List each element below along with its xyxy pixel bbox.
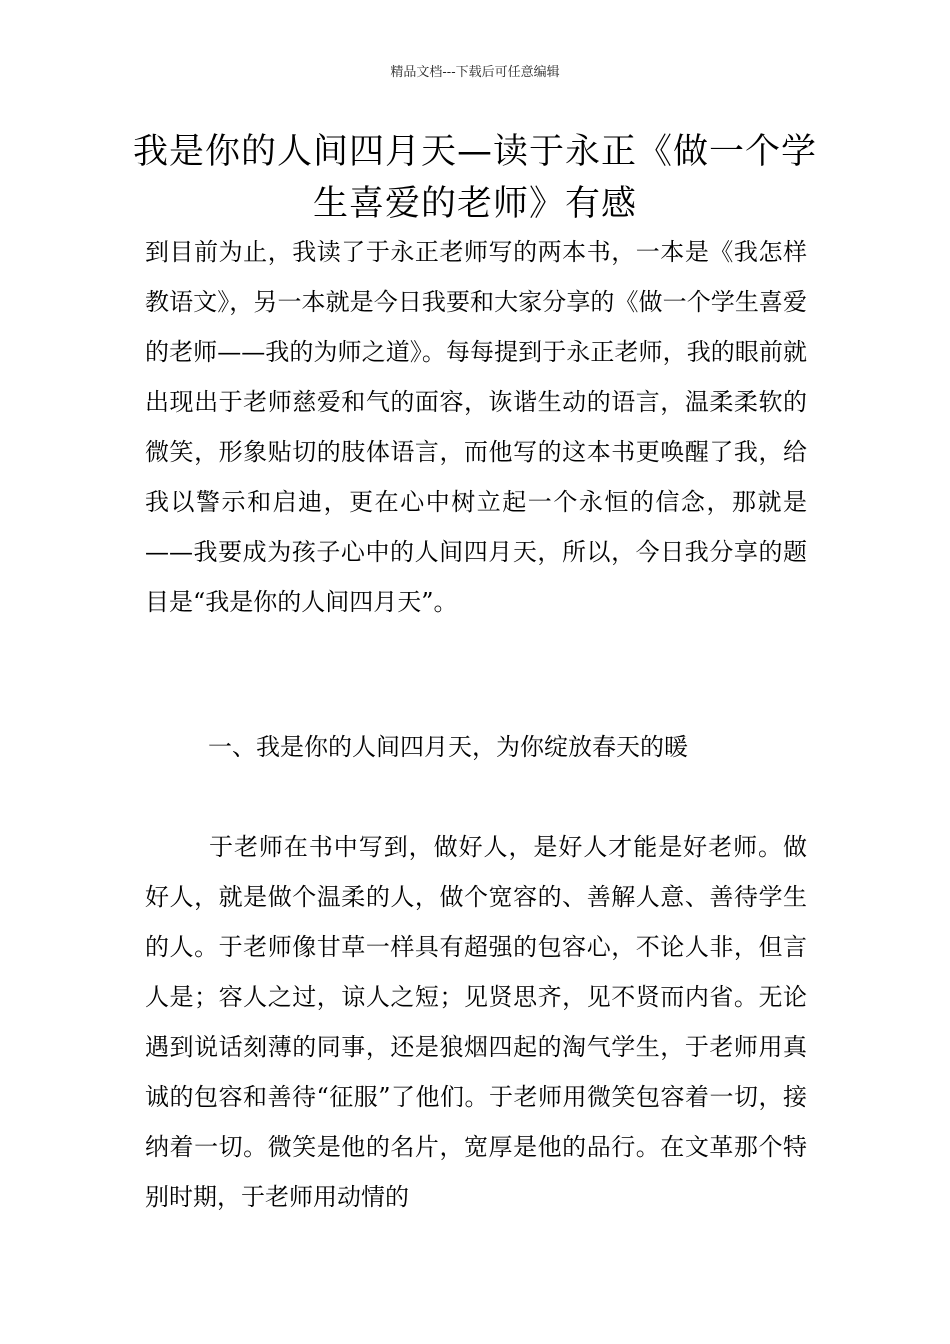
- section-paragraph: 于老师在书中写到，做好人，是好人才能是好老师。做好人，就是做个温柔的人，做个宽容的、善解人意、善待学生的人。于老师像甘草一样具有超强的包容心，不论人非，但言人是；容人之过，谅人之短；见贤思齐，见不贤而内省。无论遇到说话刻薄的同事，还是狼烟四起的淘气学生，于老师用真诚的包容和善待“征服”了他们。于老师用微笑包容着一切，接纳着一切。微笑是他的名片，宽厚是他的品行。在文革那个特别时期，于老师用动情的: [145, 833, 807, 1211]
- document-title: 我是你的人间四月天—读于永正《做一个学生喜爱的老师》有感: [132, 132, 817, 224]
- intro-paragraph: 到目前为止，我读了于永正老师写的两本书，一本是《我怎样教语文》，另一本就是今日我要和大家分享的《做一个学生喜爱的老师——我的为师之道》。每每提到于永正老师，我的眼前就出现出于老师慈爱和气的面容，诙谐生动的语言，温柔柔软的微笑，形象贴切的肢体语言，而他写的这本书更唤醒了我，给我以警示和启迪，更在心中树立起一个永恒的信念，那就是——我要成为孩子心中的人间四月天，所以，今日我分享的题目是“我是你的人间四月天”。: [145, 238, 807, 616]
- page-header: 精品文档---下载后可任意编辑: [390, 65, 560, 80]
- section-heading: 一、我是你的人间四月天，为你绽放春天的暖: [208, 733, 688, 761]
